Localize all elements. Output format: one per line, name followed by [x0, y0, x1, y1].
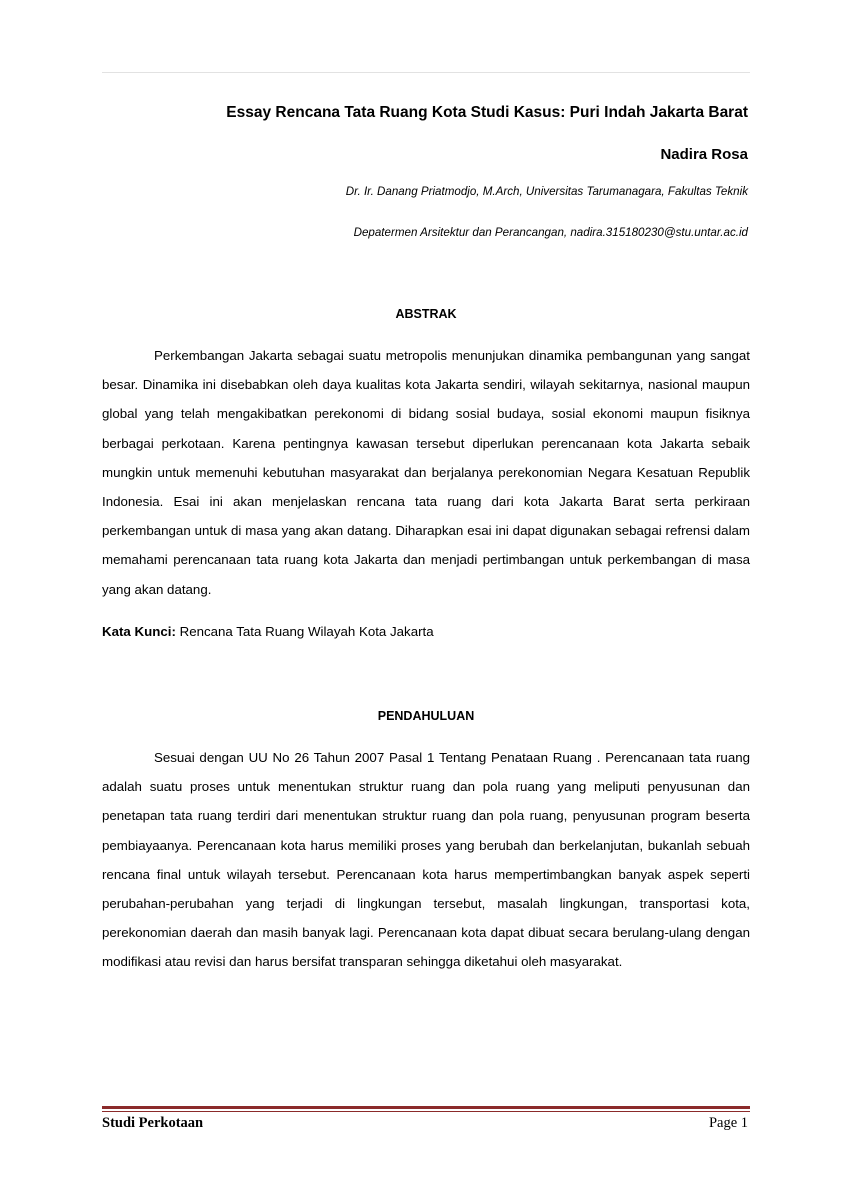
abstract-paragraph: Perkembangan Jakarta sebagai suatu metropolis menunjukan dinamika pembangunan yang sangat besar. Dinamika ini disebabkan oleh daya kualitas kota Jakarta sendiri, wilayah sekitarnya, nasional maupun global yang telah mengakibatkan perekonomi di bidang sosial budaya, sosial ekonomi maupun fisiknya berbagai perkotaan. Karena pentingnya kawasan tersebut diperlukan perencanaan kota Jakarta sebaik mungkin untuk memenuhi kebutuhan masyarakat dan berjalanya perekonomian Negara Kesatuan Republik Indonesia. Esai ini akan menjelaskan rencana tata ruang dari kota Jakarta Barat serta perkiraan perkembangan untuk di masa yang akan datang. Diharapkan esai ini dapat digunakan sebagai refrensi dalam memahami perencanaan tata ruang kota Jakarta dan menjadi pertimbangan untuk perkembangan di masa yang akan datang. [102, 348, 750, 597]
footer-divider-thick [102, 1106, 750, 1109]
affiliation-line-1: Dr. Ir. Danang Priatmodjo, M.Arch, Universitas Tarumanagara, Fakultas Teknik [345, 185, 748, 198]
keywords-text: Rencana Tata Ruang Wilayah Kota Jakarta [175, 624, 434, 639]
author-name: Nadira Rosa [660, 146, 748, 163]
keywords-label: Kata Kunci: [102, 624, 176, 639]
footer-divider-thin [102, 1111, 750, 1112]
introduction-heading: PENDAHULUAN [377, 709, 475, 723]
header-divider [102, 72, 750, 73]
footer-page-number: Page 1 [708, 1115, 748, 1131]
document-title: Essay Rencana Tata Ruang Kota Studi Kasus: Puri Indah Jakarta Barat [226, 104, 748, 121]
affiliation-line-2: Depatermen Arsitektur dan Perancangan, nadira.315180230@stu.untar.ac.id [353, 226, 748, 239]
introduction-paragraph: Sesuai dengan UU No 26 Tahun 2007 Pasal 1 Tentang Penataan Ruang . Perencanaan tata ruang adalah suatu proses untuk menentukan struktur ruang dan pola ruang yang meliputi penyusunan dan penetapan tata ruang terdiri dari menentukan struktur ruang dan pola ruang, penyusunan program beserta pembiayaanya. Perencanaan kota harus memiliki proses yang berubah dan berkelanjutan, bukanlah sebuah rencana final untuk wilayah tersebut. Perencanaan kota harus mempertimbangkan banyak aspek seperti perubahan-perubahan yang terjadi di lingkungan tersebut, masalah lingkungan, transportasi kota, perekonomian daerah dan masih banyak lagi. Perencanaan kota dapat dibuat secara berulang-ulang dengan modifikasi atau revisi dan harus bersifat transparan sehingga diketahui oleh masyarakat. [102, 750, 750, 970]
footer-section-title: Studi Perkotaan [102, 1115, 204, 1131]
keywords-line [102, 621, 434, 643]
abstract-heading: ABSTRAK [395, 307, 457, 321]
